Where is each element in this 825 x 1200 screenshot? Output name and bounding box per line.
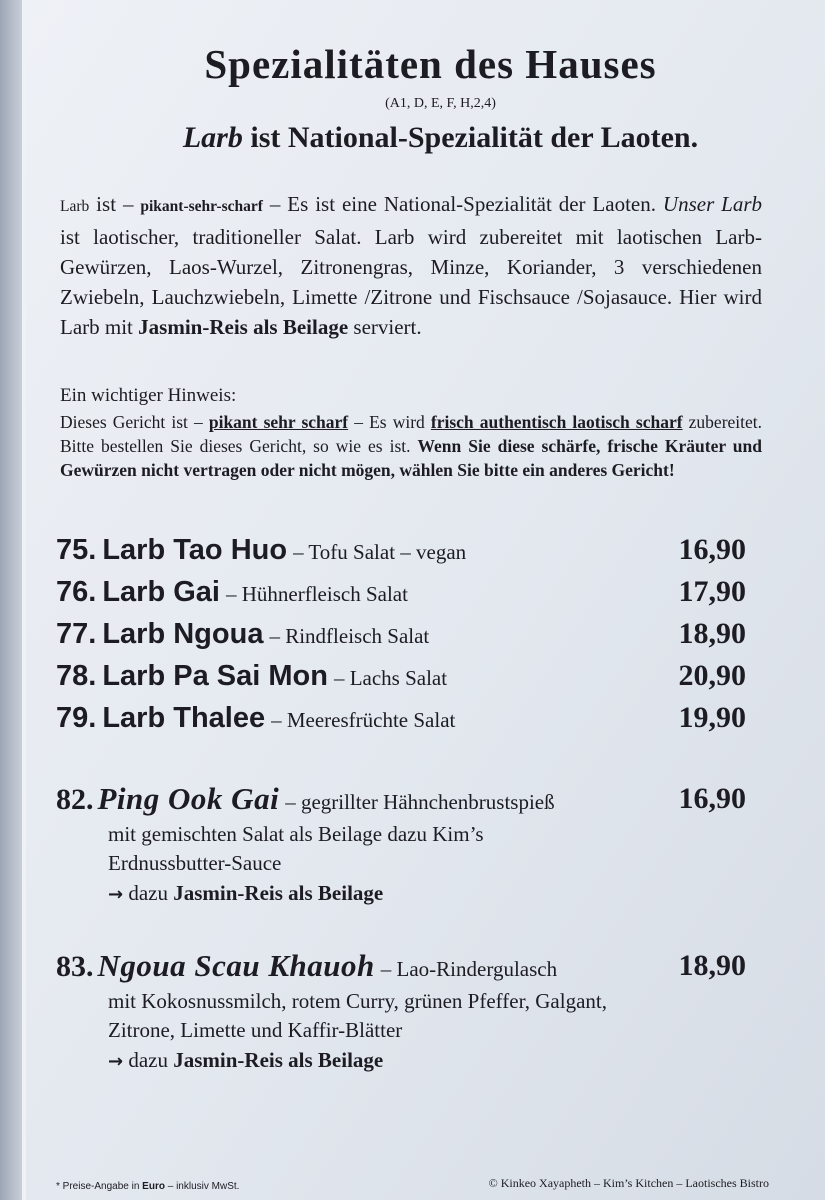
notice-paragraph: Dieses Gericht ist – pikant sehr scharf – Es wird frisch authentisch laotisch scharf zubereitet. Bitte bestellen Sie dieses Gericht, so wie es ist. Wenn Sie diese schärfe, frische Kräuter und Gewürzen nicht vertragen oder nicht mögen, wählen Sie bitte ein anderes Gericht! xyxy=(60,412,763,480)
copyright-note: © Kinkeo Xayapheth – Kim’s Kitchen – Laotisches Bistro xyxy=(488,1176,769,1190)
page-subtitle xyxy=(26,121,825,155)
dish-description: – Lao-Rindergulasch xyxy=(380,957,558,981)
notice-heading: Ein wichtiger Hinweis: xyxy=(60,385,237,406)
dish-details: mit Kokosnussmilch, rotem Curry, grünen Pfeffer, Galgant, Zitrone, Limette und Kaffir-Blätter xyxy=(108,989,607,1042)
dish-name: Larb Pa Sai Mon xyxy=(102,660,328,692)
dish-description: – Lachs Salat xyxy=(333,666,448,690)
menu-item-82 xyxy=(56,779,746,910)
dish-price: 20,90 xyxy=(678,659,746,692)
allergen-codes: (A1, D, E, F, H,2,4) xyxy=(385,96,496,111)
menu-item-76: 76. Larb Gai – Hühnerfleisch Salat 17,90 xyxy=(56,572,746,612)
page-title: Spezialitäten des Hauses xyxy=(204,41,657,87)
dish-name: Larb Ngoua xyxy=(102,618,264,650)
intro-rice-side: Jasmin-Reis als Beilage xyxy=(138,315,349,339)
menu-page xyxy=(26,0,825,1200)
intro-larb: Larb xyxy=(60,198,90,215)
price-note: * Preise-Angabe in Euro – inklusiv MwSt. xyxy=(56,1181,240,1192)
dish-name: Larb Gai xyxy=(102,576,220,608)
dish-price: 17,90 xyxy=(678,575,746,608)
notice-authentic: frisch authentisch laotisch scharf xyxy=(430,412,683,432)
menu-item-77: 77. Larb Ngoua – Rindfleisch Salat 18,90 xyxy=(56,614,746,654)
dish-description: – Rindfleisch Salat xyxy=(269,624,430,648)
dish-price: 16,90 xyxy=(678,782,746,815)
subtitle-text: ist National-Spezialität der Laoten. xyxy=(242,121,699,154)
subtitle-larb: Larb xyxy=(182,121,243,154)
dish-price: 18,90 xyxy=(678,617,746,650)
menu-item-78: 78. Larb Pa Sai Mon – Lachs Salat 20,90 xyxy=(56,656,746,696)
dish-name: Larb Thalee xyxy=(102,702,266,734)
menu-item-79: 79. Larb Thalee – Meeresfrüchte Salat 19,90 xyxy=(56,698,746,738)
right-arrow-icon: → xyxy=(108,884,124,905)
dish-name: Larb Tao Huo xyxy=(102,534,288,566)
dish-side: → dazu Jasmin-Reis als Beilage xyxy=(108,1048,384,1072)
notice-warning: Wenn Sie diese schärfe, frische Kräuter und Gewürzen nicht vertragen oder nicht mögen, wählen Sie bitte ein anderes Gericht! xyxy=(60,436,762,480)
dish-price: 19,90 xyxy=(678,701,746,734)
special-header: 82. Ping Ook Gai – gegrillter Hähnchenbrustspieß 16,90 xyxy=(56,779,746,819)
dish-description: – Hühnerfleisch Salat xyxy=(225,582,408,606)
intro-spicy: pikant-sehr-scharf xyxy=(140,198,263,215)
dish-price: 16,90 xyxy=(678,533,746,566)
intro-unser-larb: Unser Larb xyxy=(662,192,763,216)
right-arrow-icon: → xyxy=(108,1051,124,1072)
notice-spicy: pikant sehr scharf xyxy=(208,412,349,432)
dish-description: – Tofu Salat – vegan xyxy=(293,540,467,564)
menu-item-83 xyxy=(56,946,746,1077)
intro-paragraph: Larb ist – pikant-sehr-scharf – Es ist eine National-Spezialität der Laoten. Unser Larb ist laotischer, traditioneller Salat. Larb wird zubereitet mit laotischen Larb-Gewürzen, Laos-Wurzel, Zitronengras, Minze, Koriander, 3 verschiedenen Zwiebeln, Lauchzwiebeln, Limette /Zitrone und Fischsauce /Sojasauce. Hier wird Larb mit Jasmin-Reis als Beilage serviert. xyxy=(60,192,763,339)
dish-side: → dazu Jasmin-Reis als Beilage xyxy=(108,881,384,905)
special-header: 83. Ngoua Scau Khauoh – Lao-Rindergulasch 18,90 xyxy=(56,946,746,986)
dish-details: mit gemischten Salat als Beilage dazu Kim’s Erdnussbutter-Sauce xyxy=(108,822,484,875)
dish-description: – gegrillter Hähnchenbrustspieß xyxy=(285,790,555,814)
dish-description: – Meeresfrüchte Salat xyxy=(271,708,456,732)
dish-price: 18,90 xyxy=(678,949,746,982)
menu-item-75: 75. Larb Tao Huo – Tofu Salat – vegan 16,90 xyxy=(56,530,746,570)
dish-name: Ngoua Scau Khauoh xyxy=(97,948,375,983)
dish-name: Ping Ook Gai xyxy=(97,781,280,816)
